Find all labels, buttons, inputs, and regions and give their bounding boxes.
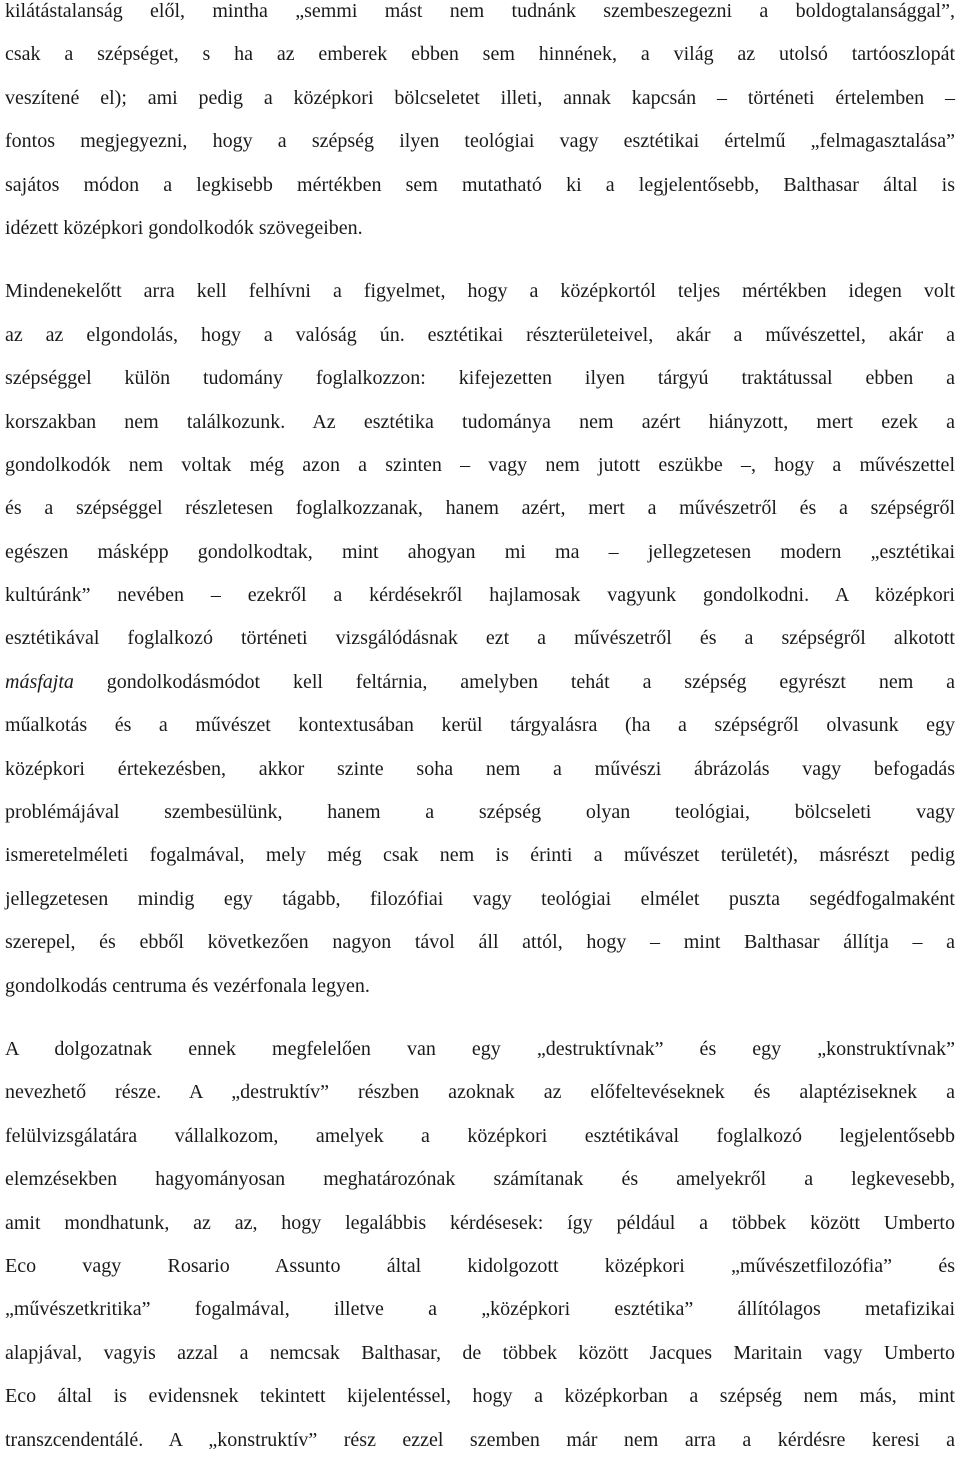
text-segment: gondolkodók nem voltak még azon a szinten – vagy nem jutott eszükbe –, hogy a művészettel xyxy=(5,453,955,476)
text-segment: középkori értekezésben, akkor szinte soha nem a művészi ábrázolás vagy befogadás xyxy=(5,757,955,780)
text-line xyxy=(5,617,955,660)
text-segment: műalkotás és a művészet kontextusában kerül tárgyalásra (ha a szépségről olvasunk egy xyxy=(5,714,955,737)
text-segment: ismeretelméleti fogalmával, mely még csak nem is érinti a művészet területét), másrészt pedig xyxy=(5,844,955,867)
text-line xyxy=(5,270,955,313)
text-line xyxy=(5,314,955,357)
text-segment: Mindenekelőtt arra kell felhívni a figyelmet, hogy a középkortól teljes mértékben idegen volt xyxy=(5,280,955,303)
text-segment: transzcendentálé. A „konstruktív” rész ezzel szemben már nem arra a kérdésre keresi a xyxy=(5,1428,955,1451)
paragraph xyxy=(5,0,955,250)
text-segment: Eco által is evidensnek tekintett kijelentéssel, hogy a középkorban a szépség nem más, mint xyxy=(5,1385,955,1408)
text-line xyxy=(5,207,955,250)
text-segment: idézett középkori gondolkodók szövegeiben. xyxy=(5,216,363,239)
text-segment: amit mondhatunk, az az, hogy legalábbis kérdésesek: így például a többek között Umberto xyxy=(5,1211,955,1234)
text-line xyxy=(5,1158,955,1201)
text-segment: alapjával, vagyis azzal a nemcsak Balthasar, de többek között Jacques Maritain vagy Umberto xyxy=(5,1341,955,1364)
text-segment: csak a szépséget, s ha az emberek ebben sem hinnének, a világ az utolsó tartóoszlopát xyxy=(5,43,955,66)
text-line xyxy=(5,120,955,163)
text-line xyxy=(5,0,955,33)
text-line xyxy=(5,401,955,444)
text-line xyxy=(5,661,955,704)
text-segment: kultúránk” nevében – ezekről a kérdésekről hajlamosak vagyunk gondolkodni. A középkori xyxy=(5,584,955,607)
text-line xyxy=(5,357,955,400)
text-line xyxy=(5,1375,955,1418)
text-segment: veszítené el); ami pedig a középkori bölcseletet illeti, annak kapcsán – történeti értelemben – xyxy=(5,86,955,109)
text-segment: gondolkodás centruma és vezérfonala legyen. xyxy=(5,974,370,997)
text-line xyxy=(5,1245,955,1288)
text-segment: gondolkodásmódot kell feltárnia, amelyben tehát a szépség egyrészt nem a xyxy=(73,670,955,693)
text-line xyxy=(5,748,955,791)
text-line xyxy=(5,574,955,617)
text-segment: elemzésekben hagyományosan meghatározónak számítanak és amelyekről a legkevesebb, xyxy=(5,1168,955,1191)
text-segment: egészen másképp gondolkodtak, mint ahogyan mi ma – jellegzetesen modern „esztétikai xyxy=(5,540,955,563)
text-segment: korszakban nem találkozunk. Az esztétika tudománya nem azért hiányzott, mert ezek a xyxy=(5,410,955,433)
text-line xyxy=(5,965,955,1008)
text-segment: szépséggel külön tudomány foglalkozzon: kifejezetten ilyen tárgyú traktátussal ebben a xyxy=(5,367,955,390)
text-segment: szerepel, és ebből következően nagyon távol áll attól, hogy – mint Balthasar állítja – a xyxy=(5,931,955,954)
text-segment: fontos megjegyezni, hogy a szépség ilyen teológiai vagy esztétikai értelmű „felmagasztalása” xyxy=(5,130,955,153)
text-line xyxy=(5,487,955,530)
text-segment: kilátástalanság elől, mintha „semmi mást nem tudnánk szembeszegezni a boldogtalansággal”, xyxy=(5,0,955,22)
text-line xyxy=(5,1028,955,1071)
text-line xyxy=(5,834,955,877)
text-line xyxy=(5,1288,955,1331)
text-segment: jellegzetesen mindig egy tágabb, filozófiai vagy teológiai elmélet puszta segédfogalmaként xyxy=(5,887,955,910)
text-line xyxy=(5,531,955,574)
text-line xyxy=(5,878,955,921)
text-line xyxy=(5,33,955,76)
text-segment: és a szépséggel részletesen foglalkozzanak, hanem azért, mert a művészetről és a szépségről xyxy=(5,497,955,520)
text-segment: az az elgondolás, hogy a valóság ún. esztétikai részterületeivel, akár a művészettel, akár a xyxy=(5,323,955,346)
text-segment: sajátos módon a legkisebb mértékben sem mutatható ki a legjelentősebb, Balthasar által is xyxy=(5,173,955,196)
text-line xyxy=(5,444,955,487)
text-line xyxy=(5,1202,955,1245)
text-segment: esztétikával foglalkozó történeti vizsgálódásnak ezt a művészetről és a szépségről alkotott xyxy=(5,627,955,650)
text-line xyxy=(5,1332,955,1375)
document-page xyxy=(5,0,955,1462)
paragraph xyxy=(5,1028,955,1462)
text-line xyxy=(5,77,955,120)
text-segment: Eco vagy Rosario Assunto által kidolgozott középkori „művészetfilozófia” és xyxy=(5,1254,955,1277)
text-line xyxy=(5,1071,955,1114)
italic-text: másfajta xyxy=(5,670,74,693)
text-line xyxy=(5,704,955,747)
text-segment: problémájával szembesülünk, hanem a szépség olyan teológiai, bölcseleti vagy xyxy=(5,801,955,824)
text-line xyxy=(5,921,955,964)
text-segment: nevezhető része. A „destruktív” részben azoknak az előfeltevéseknek és alaptéziseknek a xyxy=(5,1081,955,1104)
text-line xyxy=(5,164,955,207)
text-segment: felülvizsgálatára vállalkozom, amelyek a középkori esztétikával foglalkozó legjelentősebb xyxy=(5,1124,955,1147)
text-line xyxy=(5,1115,955,1158)
text-segment: A dolgozatnak ennek megfelelően van egy „destruktívnak” és egy „konstruktívnak” xyxy=(5,1037,955,1060)
paragraph xyxy=(5,270,955,1008)
text-line xyxy=(5,1419,955,1462)
text-segment: „művészetkritika” fogalmával, illetve a „középkori esztétika” állítólagos metafizikai xyxy=(5,1298,955,1321)
text-line xyxy=(5,791,955,834)
